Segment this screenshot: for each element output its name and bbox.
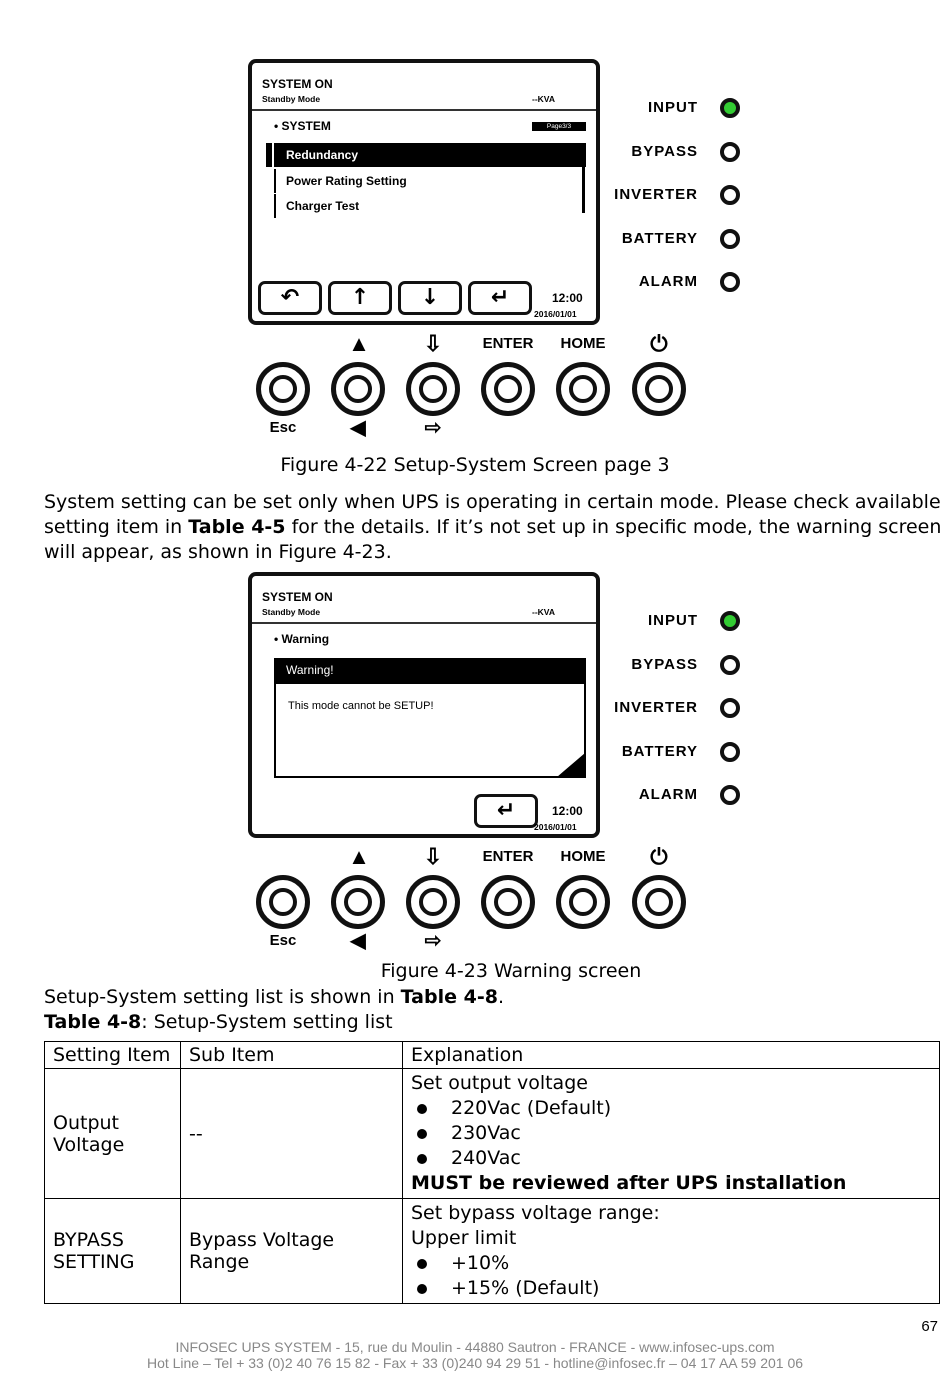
left-arrow-icon: ◀ [350,930,366,952]
lcd-date: 2016/01/01 [534,309,577,319]
lcd-mode: Standby Mode [262,607,321,617]
explanation-subintro: Upper limit [411,1227,517,1249]
setting-item-cell: Output Voltage [45,1069,181,1199]
battery-led-icon [720,229,740,249]
lcd-kva: --KVA [532,607,555,617]
enter-soft-button[interactable] [474,794,538,828]
lcd-divider [252,622,596,624]
led-label-bypass: BYPASS [631,656,698,673]
led-label-alarm: ALARM [638,273,698,290]
paragraph2-text-a: Setup-System setting list is shown in [44,986,401,1008]
warning-box [274,682,586,778]
down-soft-button[interactable] [398,281,462,315]
left-arrow-icon: ◀ [350,417,366,439]
home-button[interactable] [556,875,610,929]
lcd-title: SYSTEM ON [262,77,333,91]
input-led-icon [720,98,740,118]
enter-button[interactable] [481,875,535,929]
enter-label: ENTER [482,335,534,352]
enter-arrow-icon: ↵ [490,285,510,310]
enter-label: ENTER [482,848,534,865]
sub-item-cell: Bypass Voltage Range [181,1199,403,1304]
option-230vac: 230Vac [411,1121,931,1146]
paragraph1-table-ref: Table 4-5 [188,516,286,538]
right-outline-arrow-icon: ⇨ [424,417,442,439]
esc-button[interactable] [256,875,310,929]
explanation-intro: Set output voltage [411,1072,588,1094]
lcd-section-title: • Warning [274,632,330,646]
alarm-led-icon [720,272,740,292]
up-button[interactable] [331,875,385,929]
table-row [45,1199,940,1304]
inverter-led-icon [720,185,740,205]
figure2-caption: Figure 4-23 Warning screen [380,960,642,982]
down-button[interactable] [406,875,460,929]
lcd-mode: Standby Mode [262,94,321,104]
arrow-down-icon: ↓ [420,285,440,310]
led-label-input: INPUT [648,99,698,116]
sub-item-cell: -- [181,1069,403,1199]
explanation-cell [403,1069,940,1199]
power-icon: ⏻ [650,331,668,356]
figure-warning-screen [240,568,760,958]
figure-setup-system-page3 [240,55,760,445]
led-label-alarm: ALARM [638,786,698,803]
back-soft-button[interactable] [258,281,322,315]
warning-message: This mode cannot be SETUP! [288,700,434,712]
enter-arrow-icon: ↵ [496,798,516,823]
power-button[interactable] [632,362,686,416]
home-label: HOME [560,335,606,352]
led-label-input: INPUT [648,612,698,629]
menu-item-redundancy[interactable]: Redundancy [274,143,586,167]
table-caption [44,1010,944,1035]
paragraph1-text-b: for the details. If it’s not set up in specific mode, the warning screen will appear, as shown in Figure 4-23. [44,516,942,563]
enter-button[interactable] [481,362,535,416]
option-plus10: +10% [411,1251,931,1276]
paragraph2-table-ref: Table 4-8 [400,986,498,1008]
menu-item-charger-test[interactable]: Charger Test [274,194,359,218]
up-button[interactable] [331,362,385,416]
led-label-inverter: INVERTER [614,699,698,716]
paragraph-setting-list [44,985,944,1010]
bypass-led-icon [720,655,740,675]
figure1-caption: Figure 4-22 Setup-System Screen page 3 [280,454,670,476]
table-row [45,1069,940,1199]
menu-item-power-rating[interactable]: Power Rating Setting [274,169,407,193]
up-arrow-icon: ▲ [348,331,370,356]
esc-button[interactable] [256,362,310,416]
lcd-time: 12:00 [552,804,583,818]
table-header-row [45,1042,940,1069]
table-caption-text: : Setup-System setting list [141,1011,393,1033]
down-outline-arrow-icon: ⇩ [423,331,443,356]
paragraph1-text-a: System setting can be set only when UPS is operating in certain mode. Please check available setting item in [44,491,941,538]
paragraph2-text-b: . [497,986,504,1008]
enter-soft-button[interactable] [468,281,532,315]
page-badge: Page3/3 [532,122,586,131]
table-caption-ref: Table 4-8 [44,1011,142,1033]
arrow-up-icon: ↑ [350,285,370,310]
option-240vac: 240Vac [411,1146,931,1171]
home-label: HOME [560,848,606,865]
lcd-screen [248,572,600,838]
esc-label: Esc [269,932,297,949]
explanation-note: MUST be reviewed after UPS installation [411,1172,847,1194]
header-explanation: Explanation [403,1042,940,1069]
up-soft-button[interactable] [328,281,392,315]
lcd-section-title: • SYSTEM [274,119,331,133]
up-arrow-icon: ▲ [348,844,370,869]
header-setting-item: Setting Item [45,1042,181,1069]
lcd-divider [252,109,596,111]
explanation-cell [403,1199,940,1304]
lcd-time: 12:00 [552,291,583,305]
lcd-title: SYSTEM ON [262,590,333,604]
power-icon: ⏻ [650,844,668,869]
option-220vac: 220Vac (Default) [411,1096,931,1121]
alarm-led-icon [720,785,740,805]
esc-label: Esc [269,419,297,436]
lcd-kva: --KVA [532,94,555,104]
setup-system-table [44,1041,940,1304]
lcd-date: 2016/01/01 [534,822,577,832]
led-label-bypass: BYPASS [631,143,698,160]
explanation-intro: Set bypass voltage range: [411,1202,660,1224]
option-plus15: +15% (Default) [411,1276,931,1301]
inverter-led-icon [720,698,740,718]
scrollbar-left [266,143,272,167]
page-number: 67 [921,1318,938,1335]
input-led-icon [720,611,740,631]
down-outline-arrow-icon: ⇩ [423,844,443,869]
back-arrow-icon: ↶ [280,285,300,310]
down-button[interactable] [406,362,460,416]
footer-line-1: INFOSEC UPS SYSTEM - 15, rue du Moulin - 44880 Sautron - FRANCE - www.infosec-ups.com [175,1339,775,1355]
warning-header: Warning! [274,658,586,682]
lcd-screen [248,59,600,325]
paragraph-system-setting [44,490,944,565]
power-button[interactable] [632,875,686,929]
led-label-battery: BATTERY [621,743,698,760]
led-label-inverter: INVERTER [614,186,698,203]
setting-item-cell: BYPASS SETTING [45,1199,181,1304]
header-sub-item: Sub Item [181,1042,403,1069]
bypass-led-icon [720,142,740,162]
battery-led-icon [720,742,740,762]
footer-line-2: Hot Line – Tel + 33 (0)2 40 76 15 82 - Fax + 33 (0)240 94 29 51 - hotline@infosec.fr – 04 17 AA 59 201 06 [146,1355,804,1371]
led-label-battery: BATTERY [621,230,698,247]
right-outline-arrow-icon: ⇨ [424,930,442,952]
home-button[interactable] [556,362,610,416]
